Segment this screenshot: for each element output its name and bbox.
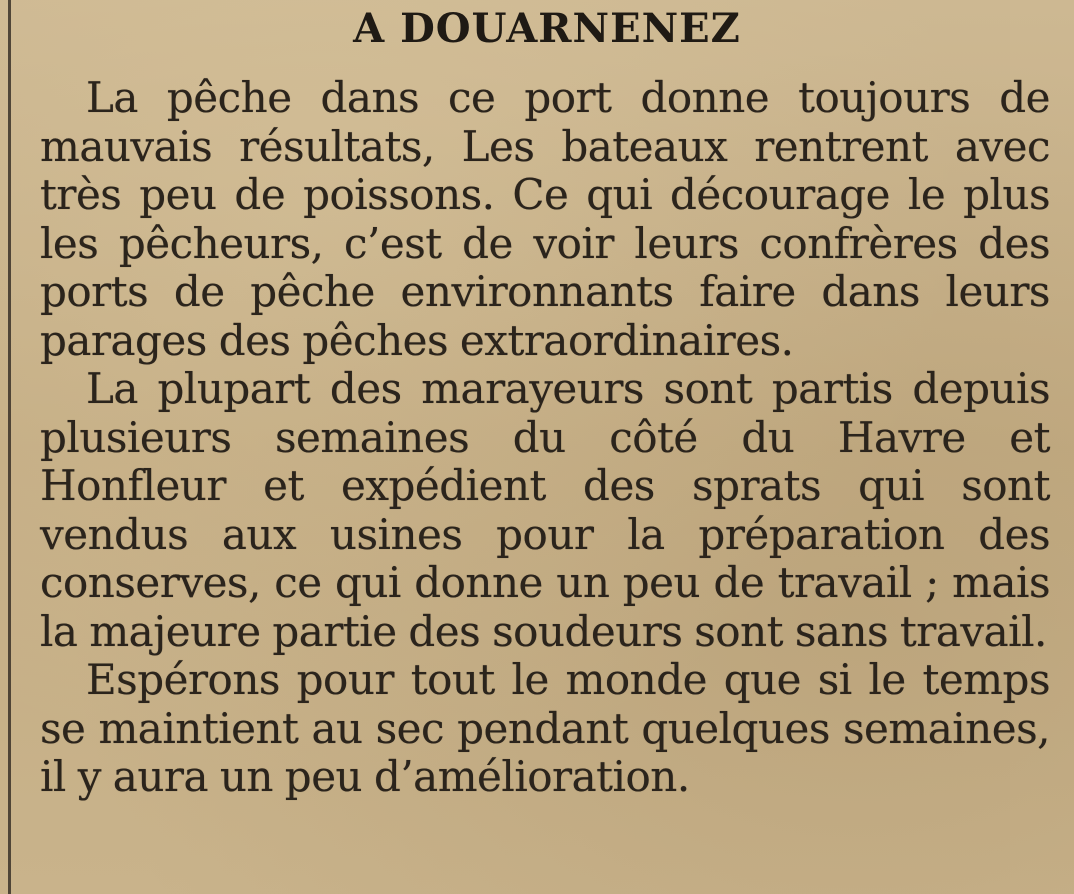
- article-paragraph-3: Espérons pour tout le monde que si le temps se maintient au sec pendant quelques semaines, il y aura un peu d’amélioration.: [40, 655, 1050, 801]
- column-rule: [8, 0, 11, 894]
- article-paragraph-2: La plupart des marayeurs sont partis depuis plusieurs semaines du côté du Havre et Honfleur et expédient des sprats qui sont vendus aux usines pour la préparation des conserves, ce qui donne un peu de travail ; mais la majeure partie des soudeurs sont sans travail.: [40, 364, 1050, 656]
- article-headline: A DOUARNENEZ: [353, 5, 741, 52]
- article-body: [40, 74, 1050, 802]
- article-paragraph-1: La pêche dans ce port donne toujours de mauvais résultats, Les bateaux rentrent avec très peu de poissons. Ce qui décourage le plus les pêcheurs, c’est de voir leurs confrères des ports de pêche environnants faire dans leurs parages des pêches extraordinaires.: [40, 73, 1050, 365]
